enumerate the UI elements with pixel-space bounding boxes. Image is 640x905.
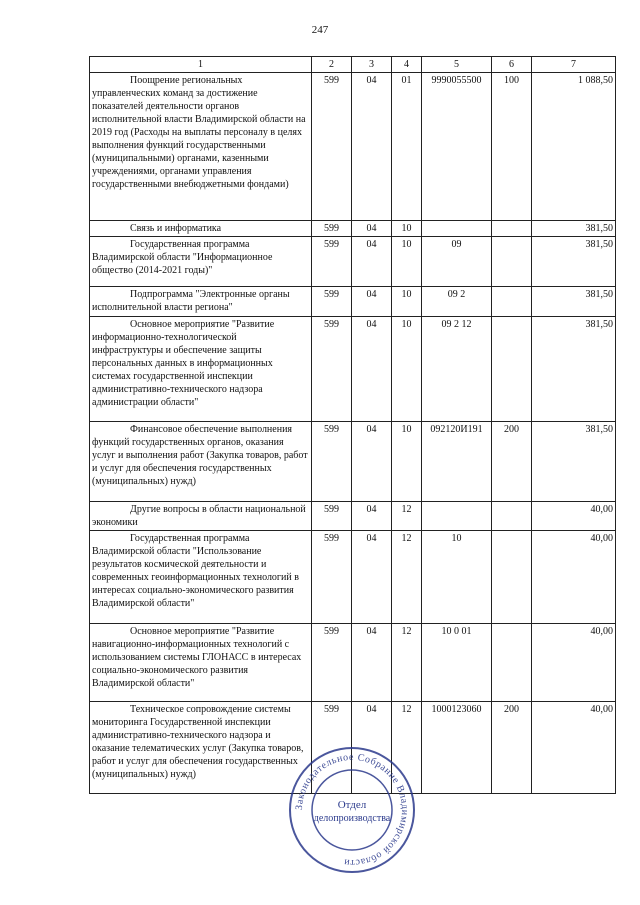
subsection-cell: 10 [392,221,422,237]
column-number-row [90,57,616,73]
expense-type-cell [492,502,532,531]
section-cell: 04 [352,624,392,702]
amount-cell: 381,50 [532,287,616,317]
table-row [90,221,616,237]
row-name-cell: Поощрение региональных управленческих команд за достижение показателей деятельности органов исполнительной власти Владимирской области на 2019 год (Расходы на выплаты персоналу в целях выполнения функций государственными (муниципальными) органами, казенными учреждениями, органами управления государственными внебюджетными фондами) [90,73,312,221]
section-cell: 04 [352,531,392,624]
section-cell: 04 [352,702,392,794]
table-row [90,624,616,702]
expense-type-cell [492,237,532,287]
table-row [90,237,616,287]
row-name-cell: Основное мероприятие "Развитие навигационно-информационных технологий с использованием системы ГЛОНАСС в интересах социально-экономического развития Владимирской области" [90,624,312,702]
section-cell: 04 [352,287,392,317]
expense-type-cell: 200 [492,422,532,502]
amount-cell: 381,50 [532,237,616,287]
subsection-cell: 10 [392,422,422,502]
target-article-cell: 1000123060 [422,702,492,794]
amount-cell: 381,50 [532,221,616,237]
row-name-cell: Государственная программа Владимирской области "Использование результатов космической деятельности и современных геоинформационных технологий в интересах социально-экономического развития Владимирской области" [90,531,312,624]
row-name-cell: Государственная программа Владимирской области "Информационное общество (2014-2021 годы)" [90,237,312,287]
subsection-cell: 01 [392,73,422,221]
row-name-cell: Связь и информатика [90,221,312,237]
row-name-cell: Основное мероприятие "Развитие информационно-технологической инфраструктуры и обеспечение защиты персональных данных в информационных системах государственной инспекции административно-технического надзора администрации области" [90,317,312,422]
amount-cell: 381,50 [532,422,616,502]
expense-type-cell: 100 [492,73,532,221]
column-header: 5 [422,57,492,73]
table-row [90,287,616,317]
target-article-cell [422,221,492,237]
stamp-center-line1: Отдел [337,799,367,811]
section-cell: 04 [352,237,392,287]
target-article-cell [422,502,492,531]
amount-cell: 40,00 [532,702,616,794]
code-cell: 599 [312,624,352,702]
amount-cell: 1 088,50 [532,73,616,221]
row-name-cell: Подпрограмма "Электронные органы исполнительной власти региона" [90,287,312,317]
expense-type-cell: 200 [492,702,532,794]
table-row [90,502,616,531]
subsection-cell: 12 [392,502,422,531]
code-cell: 599 [312,502,352,531]
section-cell: 04 [352,502,392,531]
table-row [90,317,616,422]
code-cell: 599 [312,422,352,502]
subsection-cell: 10 [392,287,422,317]
amount-cell: 40,00 [532,531,616,624]
code-cell: 599 [312,73,352,221]
target-article-cell: 09 [422,237,492,287]
table-row [90,531,616,624]
code-cell: 599 [312,702,352,794]
code-cell: 599 [312,287,352,317]
target-article-cell: 9990055500 [422,73,492,221]
section-cell: 04 [352,317,392,422]
target-article-cell: 10 0 01 [422,624,492,702]
row-name-cell: Финансовое обеспечение выполнения функций государственных органов, оказания услуг и выполнения работ (Закупка товаров, работ и услуг для обеспечения государственных (муниципальных) нужд) [90,422,312,502]
expense-type-cell [492,531,532,624]
target-article-cell: 09 2 [422,287,492,317]
row-name-cell: Другие вопросы в области национальной экономики [90,502,312,531]
section-cell: 04 [352,73,392,221]
column-header: 6 [492,57,532,73]
subsection-cell: 12 [392,624,422,702]
row-name-cell: Техническое сопровождение системы мониторинга Государственной инспекции административно-технического надзора и оказание телематических услуг (Закупка товаров, работ и услуг для обеспечения государственных (муниципальных) нужд) [90,702,312,794]
page-number: 247 [311,24,329,36]
expense-type-cell [492,221,532,237]
code-cell: 599 [312,221,352,237]
column-header: 2 [312,57,352,73]
code-cell: 599 [312,531,352,624]
budget-table [89,56,616,794]
subsection-cell: 12 [392,702,422,794]
column-header: 7 [532,57,616,73]
code-cell: 599 [312,237,352,287]
target-article-cell: 092120И191 [422,422,492,502]
stamp-center-line2: делопроизводства [313,813,391,824]
section-cell: 04 [352,422,392,502]
table-row [90,73,616,221]
table-row [90,422,616,502]
official-stamp [286,744,418,876]
column-header: 1 [90,57,312,73]
expense-type-cell [492,624,532,702]
column-header: 4 [392,57,422,73]
subsection-cell: 12 [392,531,422,624]
expense-type-cell [492,287,532,317]
stamp-ring-text: Законодательное Собрание Владимирской области [293,751,411,869]
column-header: 3 [352,57,392,73]
section-cell: 04 [352,221,392,237]
subsection-cell: 10 [392,317,422,422]
target-article-cell: 10 [422,531,492,624]
subsection-cell: 10 [392,237,422,287]
expense-type-cell [492,317,532,422]
amount-cell: 381,50 [532,317,616,422]
code-cell: 599 [312,317,352,422]
target-article-cell: 09 2 12 [422,317,492,422]
amount-cell: 40,00 [532,502,616,531]
amount-cell: 40,00 [532,624,616,702]
